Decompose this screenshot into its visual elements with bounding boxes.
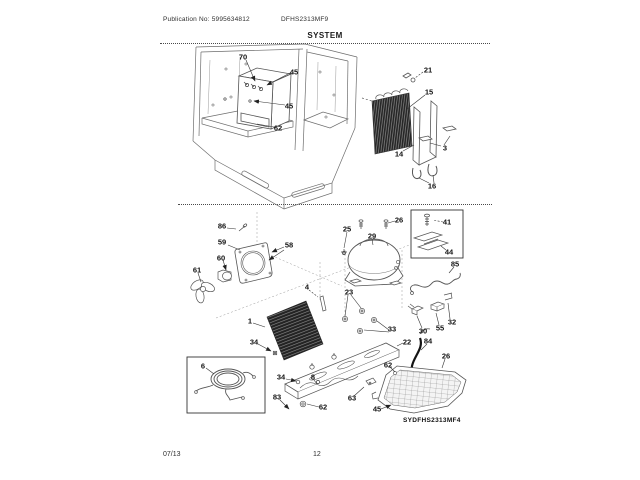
page-title: SYSTEM: [307, 31, 343, 40]
footer-date: 07/13: [163, 451, 181, 458]
callout-33: 33: [387, 324, 397, 334]
callout-85: 85: [450, 259, 460, 269]
callout-45: 45: [284, 101, 294, 111]
callout-84: 84: [423, 336, 433, 346]
callout-26: 26: [441, 351, 451, 361]
callout-23: 23: [344, 287, 354, 297]
callout-6: 6: [200, 361, 206, 371]
strip-part: [320, 296, 326, 311]
callout-26: 26: [394, 215, 404, 225]
footer-page-number: 12: [313, 451, 321, 458]
callout-45: 45: [289, 67, 299, 77]
callout-34: 34: [249, 337, 259, 347]
clips: [419, 126, 456, 141]
callout-32: 32: [447, 317, 457, 327]
evaporator: [362, 73, 456, 179]
callout-8: 8: [310, 372, 316, 382]
evaporator-bracket: [413, 101, 437, 165]
callout-21: 21: [423, 65, 433, 75]
model-number: DFHS2313MF9: [281, 16, 329, 23]
drain-pan: [372, 366, 466, 413]
fastener-21: [403, 73, 415, 82]
callout-44: 44: [444, 247, 454, 257]
relay-parts: [408, 293, 452, 315]
callout-29: 29: [367, 231, 377, 241]
screw-86: [239, 223, 247, 231]
callout-16: 16: [427, 181, 437, 191]
callout-41: 41: [442, 217, 452, 227]
callout-55: 55: [435, 323, 445, 333]
callout-15: 15: [424, 87, 434, 97]
callout-59: 59: [217, 237, 227, 247]
callout-1: 1: [247, 316, 253, 326]
callout-63: 63: [347, 393, 357, 403]
diagram-code: SYDFHS2313MF4: [403, 417, 461, 424]
callout-45: 45: [372, 404, 382, 414]
wire-harness: [410, 273, 460, 295]
publication-number: Publication No: 5995634812: [163, 16, 250, 23]
callout-25: 25: [342, 224, 352, 234]
callout-4: 4: [304, 282, 310, 292]
callout-14: 14: [394, 149, 404, 159]
mount-grommets: [342, 308, 376, 333]
fan-motor: [218, 270, 232, 282]
callout-61: 61: [192, 265, 202, 275]
fan-blade: [189, 278, 216, 304]
callout-60: 60: [216, 253, 226, 263]
fan-assembly: [189, 223, 272, 303]
callout-22: 22: [402, 337, 412, 347]
callout-62: 62: [383, 360, 393, 370]
callout-62: 62: [273, 123, 283, 133]
inset-box-bracket: [411, 210, 463, 258]
callout-34: 34: [276, 372, 286, 382]
callout-70: 70: [238, 52, 248, 62]
callout-83: 83: [272, 392, 282, 402]
callout-58: 58: [284, 240, 294, 250]
ice-container: [237, 68, 294, 129]
callout-3: 3: [442, 143, 448, 153]
callout-30: 30: [418, 326, 428, 336]
inset-box-coil: [187, 357, 265, 413]
callout-86: 86: [217, 221, 227, 231]
callout-62: 62: [318, 402, 328, 412]
